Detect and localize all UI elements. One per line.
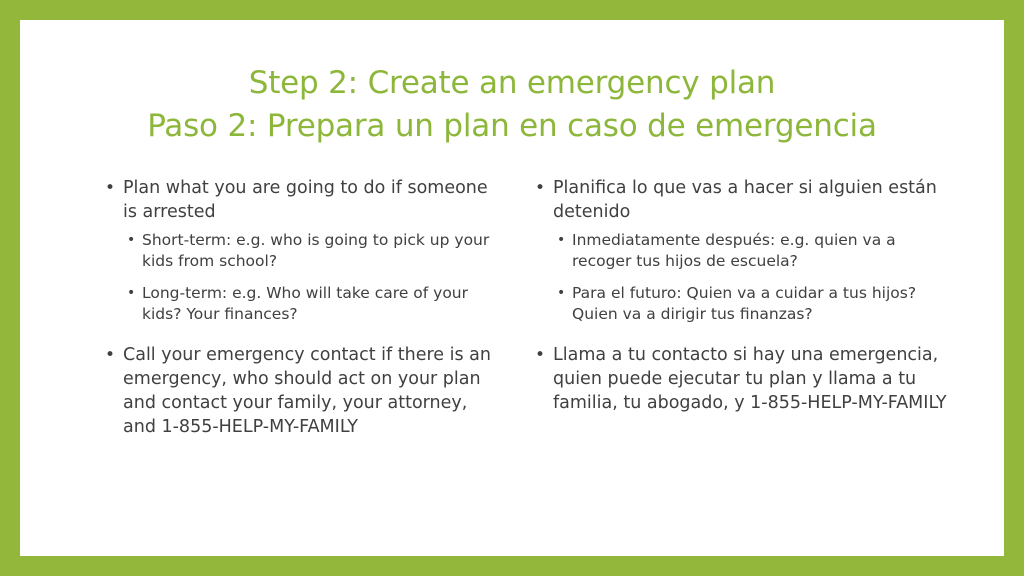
english-column: [104, 176, 504, 439]
bullet-call-contact: [104, 343, 504, 439]
sub-bullet-short-term: • Short-term: e.g. who is going to pick up your kids from school?: [123, 230, 504, 272]
spanish-column: [534, 176, 954, 415]
sub-bullet-long-term: • Long-term: e.g. Who will take care of your kids? Your finances?: [123, 283, 504, 325]
slide: [20, 20, 1004, 556]
bullet-plan: [104, 176, 504, 325]
title-line-english: Step 2: Create an emergency plan: [248, 65, 776, 101]
bullet-text: Plan what you are going to do if someone is arrested: [123, 178, 488, 222]
bullet-text: Llama a tu contacto si hay una emergencia, quien puede ejecutar tu plan y llama a tu familia, tu abogado, y 1-855-HELP-MY-FAMILY: [553, 345, 947, 413]
sub-bullet-futuro: • Para el futuro: Quien va a cuidar a tus hijos? Quien va a dirigir tus finanzas?: [553, 283, 954, 325]
bullet-planifica: [534, 176, 954, 325]
bullet-text: Call your emergency contact if there is an emergency, who should act on your plan and contact your family, your attorney, and 1-855-HELP-MY-FAMILY: [123, 345, 491, 437]
sub-bullet-inmediatamente: • Inmediatamente después: e.g. quien va a recoger tus hijos de escuela?: [553, 230, 954, 272]
slide-title: [20, 62, 1004, 148]
bullet-llama-contacto: [534, 343, 954, 415]
title-line-spanish: Paso 2: Prepara un plan en caso de emergencia: [147, 108, 877, 144]
bullet-text: Planifica lo que vas a hacer si alguien están detenido: [553, 178, 937, 222]
